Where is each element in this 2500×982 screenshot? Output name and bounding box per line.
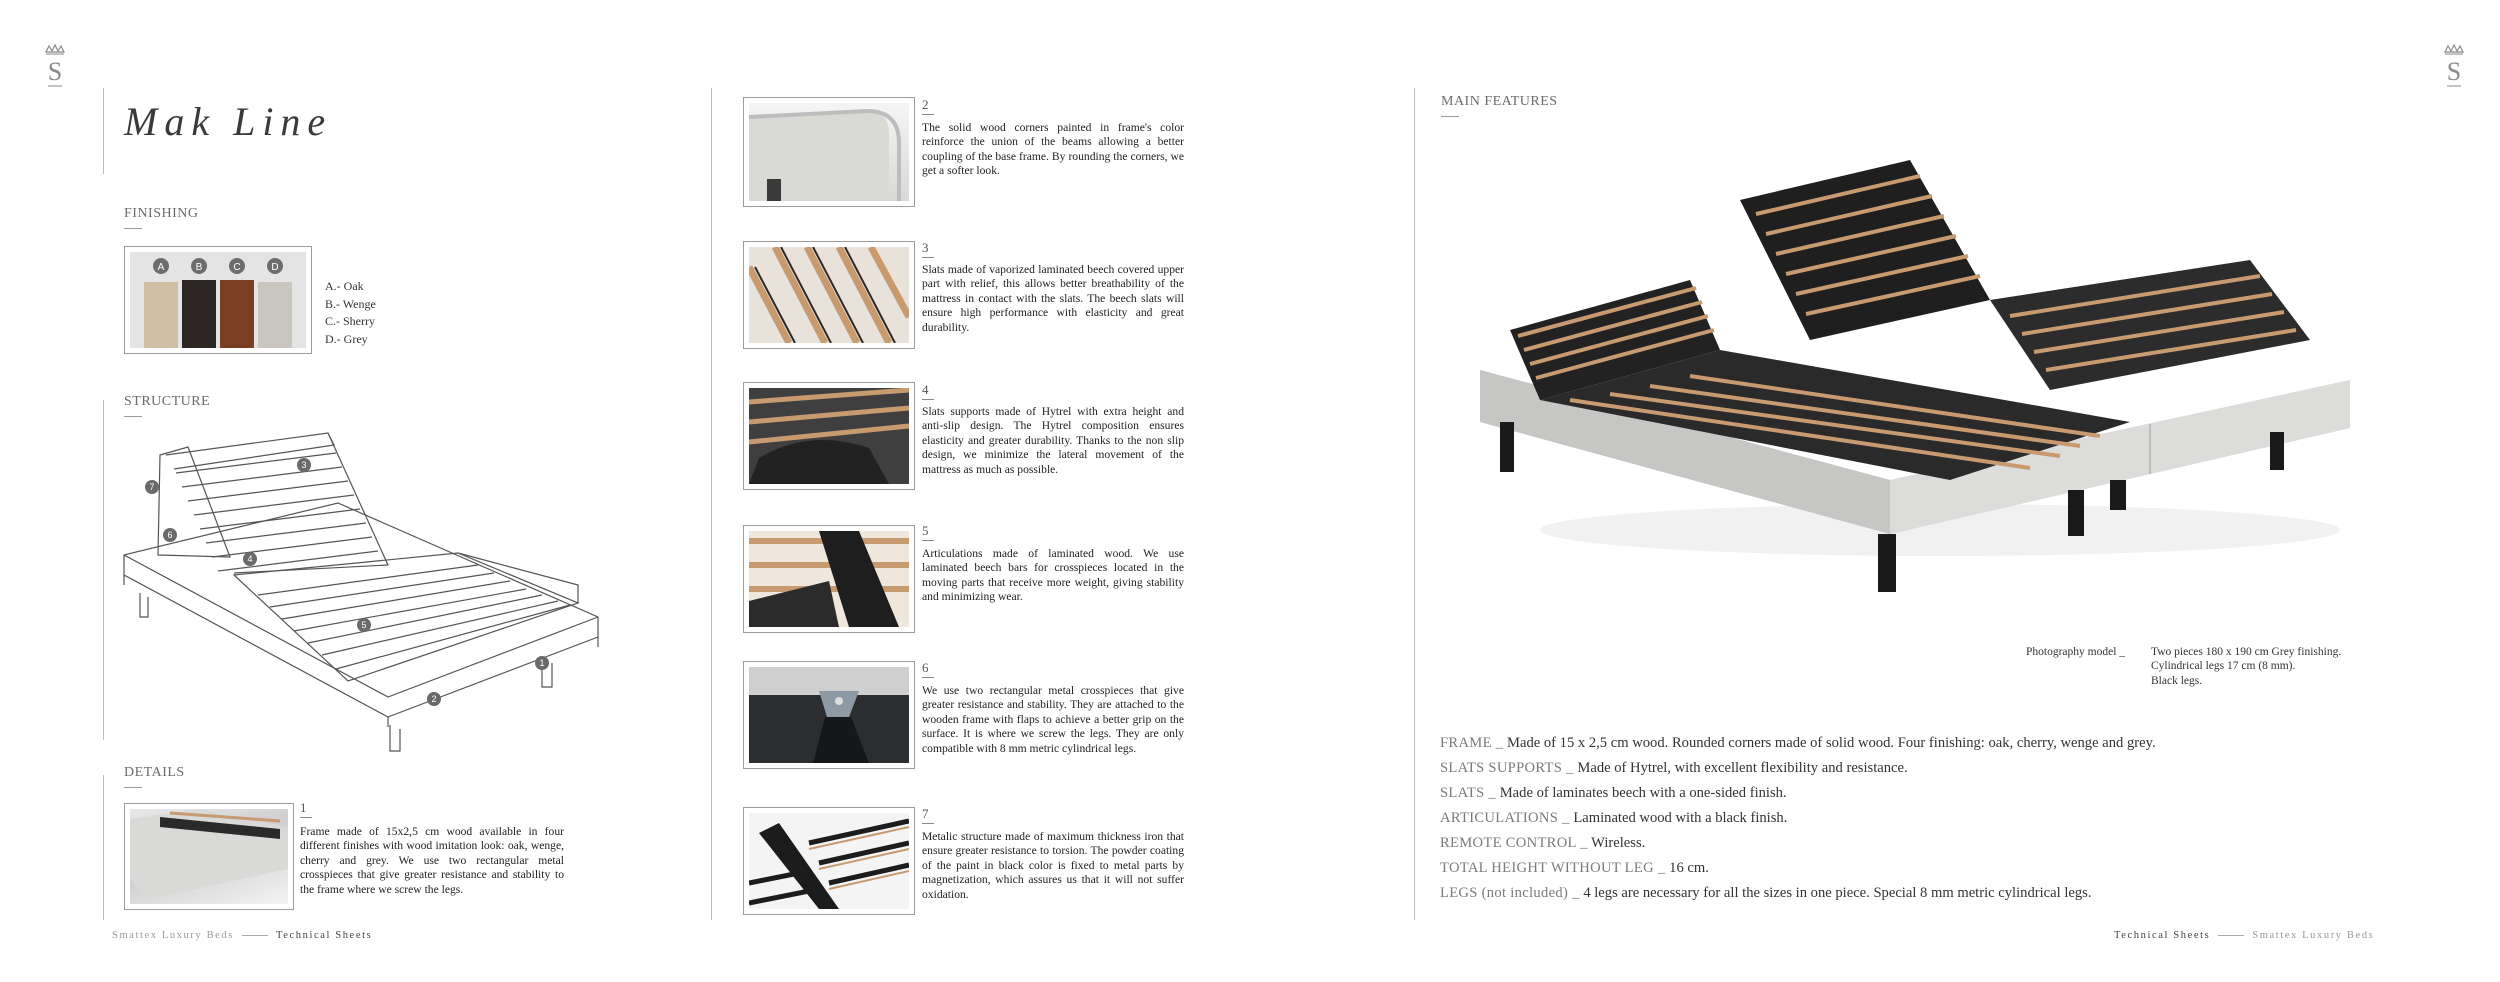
structure-heading: STRUCTURE — [124, 394, 210, 417]
svg-text:S: S — [47, 57, 63, 86]
structure-drawing — [118, 425, 608, 755]
detail-number-4: 4 — [922, 382, 934, 400]
detail-text-7: Metalic structure made of maximum thickness iron that ensure greater resistance to torsion. The powder coating of the paint in black color is fixed to metal parts by magnetization, which assures us that it will not suffer oxidation. — [922, 830, 1184, 901]
feature-remote-control: REMOTE CONTROL _ Wireless. — [1440, 835, 1646, 851]
callout-5: 5 — [361, 620, 367, 630]
detail-number-2: 2 — [922, 97, 934, 115]
finishing-swatch-graphic — [130, 252, 306, 348]
swatch-grey — [258, 282, 292, 348]
detail-thumb-5 — [743, 525, 915, 633]
main-bed-photo — [1470, 150, 2350, 640]
footer-left-dash — [242, 935, 268, 936]
photo-caption-line-1: Two pieces 180 x 190 cm Grey finishing. — [2151, 646, 2342, 658]
detail-number-1: 1 — [300, 800, 312, 818]
right-column-rule — [1414, 88, 1415, 920]
footer-left — [112, 930, 372, 941]
detail-text-3: Slats made of vaporized laminated beech covered upper part with relief, this allows better breathability of the mattress in contact with the slats. The beech slats will ensure high performance with elasticity and great durability. — [922, 263, 1184, 334]
feature-total-height: TOTAL HEIGHT WITHOUT LEG _ 16 cm. — [1440, 860, 1709, 876]
feature-slats: SLATS _ Made of laminates beech with a one-sided finish. — [1440, 785, 1787, 801]
swatch-sherry — [220, 280, 254, 348]
feature-articulations: ARTICULATIONS _ Laminated wood with a black finish. — [1440, 810, 1788, 826]
callout-6: 6 — [167, 530, 173, 540]
main-features-heading: MAIN FEATURES — [1441, 94, 1558, 117]
feature-slats-supports: SLATS SUPPORTS _ Made of Hytrel, with excellent flexibility and resistance. — [1440, 760, 1908, 776]
callout-1: 1 — [539, 658, 545, 668]
detail-number-3: 3 — [922, 240, 934, 258]
svg-text:S: S — [2446, 57, 2462, 86]
finish-wenge-label: B.- Wenge — [325, 296, 376, 311]
finishing-heading: FINISHING — [124, 206, 199, 229]
finish-grey-label: D.- Grey — [325, 331, 368, 346]
page-title: Mak Line — [124, 99, 333, 144]
brand-logo-left — [42, 44, 68, 90]
finish-sherry-label: C.- Sherry — [325, 314, 375, 328]
swatch-letter-c: C — [233, 262, 241, 273]
footer-right-brand: Smattex Luxury Beds — [2252, 930, 2375, 941]
finishing-swatches — [124, 246, 312, 354]
details-heading: DETAILS — [124, 765, 185, 788]
footer-right-section: Technical Sheets — [2114, 930, 2211, 941]
swatch-wenge — [182, 280, 216, 348]
detail-thumb-7 — [743, 807, 915, 915]
swatch-oak — [144, 282, 178, 348]
callout-3: 3 — [301, 460, 307, 470]
detail-text-4: Slats supports made of Hytrel with extra height and anti-slip design. The Hytrel composition ensures elasticity and greater durability. Thanks to the non slip design, we minimize the lateral movement of the mattress as much as possible. — [922, 405, 1184, 476]
swatch-letter-b: B — [195, 262, 203, 273]
swatch-letter-a: A — [157, 262, 165, 273]
swatch-letter-d: D — [271, 262, 279, 273]
detail-thumb-1 — [124, 803, 294, 910]
callout-2: 2 — [431, 694, 437, 704]
detail-text-5: Articulations made of laminated wood. We use laminated beech bars for crosspieces located in the moving parts that receive more weight, giving stability and minimizing wear. — [922, 547, 1184, 604]
brand-logo-right — [2441, 44, 2467, 90]
footer-right — [2114, 930, 2374, 941]
photo-caption-line-3: Black legs. — [2151, 675, 2203, 687]
finish-oak-label: A.- Oak — [325, 279, 364, 293]
photo-caption-line-2: Cylindrical legs 17 cm (8 mm). — [2151, 660, 2296, 672]
detail-thumb-6 — [743, 661, 915, 769]
callout-7: 7 — [149, 482, 155, 492]
left-column-rule — [103, 400, 104, 740]
detail-text-1: Frame made of 15x2,5 cm wood available in four different finishes with wood imitation look: oak, wenge, cherry and grey. We use two rectangular metal crosspieces that give greater resistance and stability to the frame where we screw the legs. — [300, 825, 564, 896]
footer-left-brand: Smattex Luxury Beds — [112, 930, 234, 941]
detail-number-5: 5 — [922, 523, 934, 541]
detail-thumb-3 — [743, 241, 915, 349]
finishing-legend — [325, 278, 376, 348]
detail-number-6: 6 — [922, 660, 934, 678]
footer-left-section: Technical Sheets — [275, 930, 373, 941]
feature-legs: LEGS (not included) _ 4 legs are necessary for all the sizes in one piece. Special 8 mm metric cylindrical legs. — [1440, 885, 2092, 901]
feature-frame: FRAME _ Made of 15 x 2,5 cm wood. Rounded corners made of solid wood. Four finishing: oak, cherry, wenge and grey. — [1440, 735, 2156, 751]
detail-thumb-4 — [743, 382, 915, 490]
footer-right-dash — [2218, 935, 2244, 936]
detail-number-7: 7 — [922, 806, 934, 824]
photo-caption-label: Photography model _ — [2026, 646, 2126, 658]
detail-text-6: We use two rectangular metal crosspieces that give greater resistance and stability. They are attached to the wooden frame with flaps to achieve a better grip on the surface. It is where we screw the legs. They are only compatible with 8 mm metric cylindrical legs. — [922, 684, 1184, 755]
callout-4: 4 — [247, 554, 253, 564]
detail-text-2: The solid wood corners painted in frame's color reinforce the union of the beams allowing a better coupling of the base frame. By rounding the corners, we get a softer look. — [922, 121, 1184, 178]
details-rule — [103, 775, 104, 920]
title-rule — [103, 88, 104, 174]
middle-column-rule — [711, 88, 712, 920]
detail-thumb-2 — [743, 97, 915, 207]
